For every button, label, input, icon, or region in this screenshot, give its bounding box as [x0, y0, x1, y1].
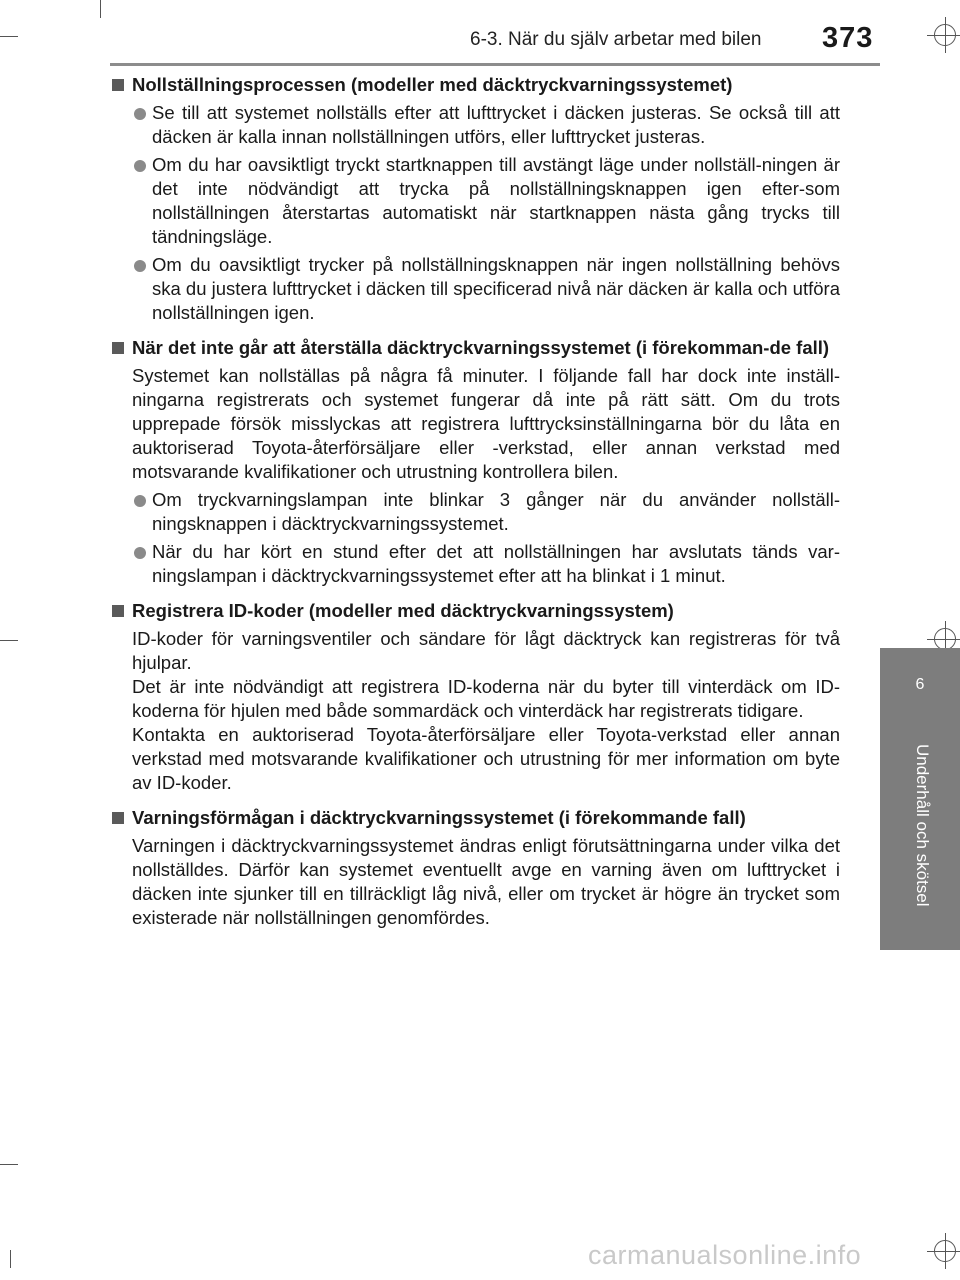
chapter-tab	[880, 648, 960, 950]
paragraph: ID-koder för varningsventiler och sändare för lågt däcktryck kan registreras för två hjulpar.	[132, 628, 840, 673]
chapter-label: Underhåll och skötsel	[913, 744, 932, 907]
paragraph: Varningen i däcktryckvarningssystemet ändras enligt förutsättningarna under vilka det nollställdes. Därför kan systemet eventuellt avge en varning även om lufttrycket i däcken inte sjunker till en tillräckligt låg nivå, eller om trycket är högre än trycket som existerade när nollställningen genomfördes.	[132, 835, 840, 928]
bullet-item	[112, 540, 840, 588]
bullet-item	[112, 153, 840, 249]
crop-mark	[0, 1164, 18, 1165]
section-heading-text: Varningsförmågan i däcktryckvarningssystemet (i förekommande fall)	[132, 807, 746, 828]
header-divider	[110, 63, 880, 66]
paragraph: Systemet kan nollställas på några få minuter. I följande fall har dock inte inställ-ningarna registrerats och systemet fungerar då inte på rätt sätt. Om du trots upprepade försök misslyckas att registrera lufttrycksinställningarna bör du låta en auktoriserad Toyota-återförsäljare eller -verkstad, eller annan verkstad med motsvarande kvalifikationer och utrustning kontrollera bilen.	[132, 365, 840, 482]
square-bullet-icon	[112, 342, 124, 354]
round-bullet-icon	[134, 160, 146, 172]
paragraph: Kontakta en auktoriserad Toyota-återförsäljare eller Toyota-verkstad eller annan verkstad med motsvarande kvalifikationer och utrustning för mer information om byte av ID-koder.	[132, 724, 840, 793]
round-bullet-icon	[134, 547, 146, 559]
registration-mark-icon	[934, 628, 956, 650]
section-heading-text: Registrera ID-koder (modeller med däcktryckvarningssystem)	[132, 600, 674, 621]
chapter-number: 6	[915, 676, 925, 693]
paragraph: Det är inte nödvändigt att registrera ID-koderna när du byter till vinterdäck om ID-koderna för hjulen med både sommardäck och vinterdäck har registrerats tidigare.	[132, 676, 840, 721]
bullet-item	[112, 101, 840, 149]
bullet-item	[112, 253, 840, 325]
section-heading	[112, 73, 840, 97]
section-heading	[112, 806, 840, 830]
bullet-text: Om du har oavsiktligt tryckt startknappen till avstängt läge under nollställ-ningen är det inte nödvändigt att trycka på nollställningsknappen igen efter-som nollställningen återstartas automatiskt när startknappen nästa gång trycks till tändningsläge.	[152, 154, 840, 247]
section-heading-text: När det inte går att återställa däcktryckvarningssystemet (i förekomman-de fall)	[132, 337, 830, 358]
section-heading	[112, 599, 840, 623]
bullet-text: När du har kört en stund efter det att nollställningen har avslutats tänds var-ningslampan i däcktryckvarningssystemet efter att ha blinkat i 1 minut.	[152, 541, 840, 586]
crop-mark	[10, 1250, 11, 1268]
bullet-text: Om tryckvarningslampan inte blinkar 3 gånger när du använder nollställ-ningsknappen i däcktryckvarningssystemet.	[152, 489, 840, 534]
round-bullet-icon	[134, 495, 146, 507]
page-number: 373	[822, 22, 874, 54]
square-bullet-icon	[112, 79, 124, 91]
crop-mark	[0, 640, 18, 641]
square-bullet-icon	[112, 605, 124, 617]
watermark-text: carmanualsonline.info	[588, 1240, 862, 1270]
round-bullet-icon	[134, 260, 146, 272]
bullet-text: Se till att systemet nollställs efter att lufttrycket i däcken justeras. Se också till att däcken är kalla innan nollställningen utförs, eller lufttrycket justeras.	[152, 102, 840, 147]
square-bullet-icon	[112, 812, 124, 824]
crop-mark	[100, 0, 101, 18]
registration-mark-icon	[934, 24, 956, 46]
round-bullet-icon	[134, 108, 146, 120]
registration-mark-icon	[934, 1240, 956, 1262]
bullet-item	[112, 488, 840, 536]
header-section-title: 6-3. När du själv arbetar med bilen	[470, 29, 762, 50]
crop-mark	[0, 36, 18, 37]
section-heading-text: Nollställningsprocessen (modeller med däcktryckvarningssystemet)	[132, 74, 733, 95]
bullet-text: Om du oavsiktligt trycker på nollställningsknappen när ingen nollställning behövs ska du justera lufttrycket i däcken till specificerad nivå när däcken är kalla och utföra nollställningen igen.	[152, 254, 840, 323]
page-content	[112, 68, 840, 930]
section-heading	[112, 336, 840, 360]
